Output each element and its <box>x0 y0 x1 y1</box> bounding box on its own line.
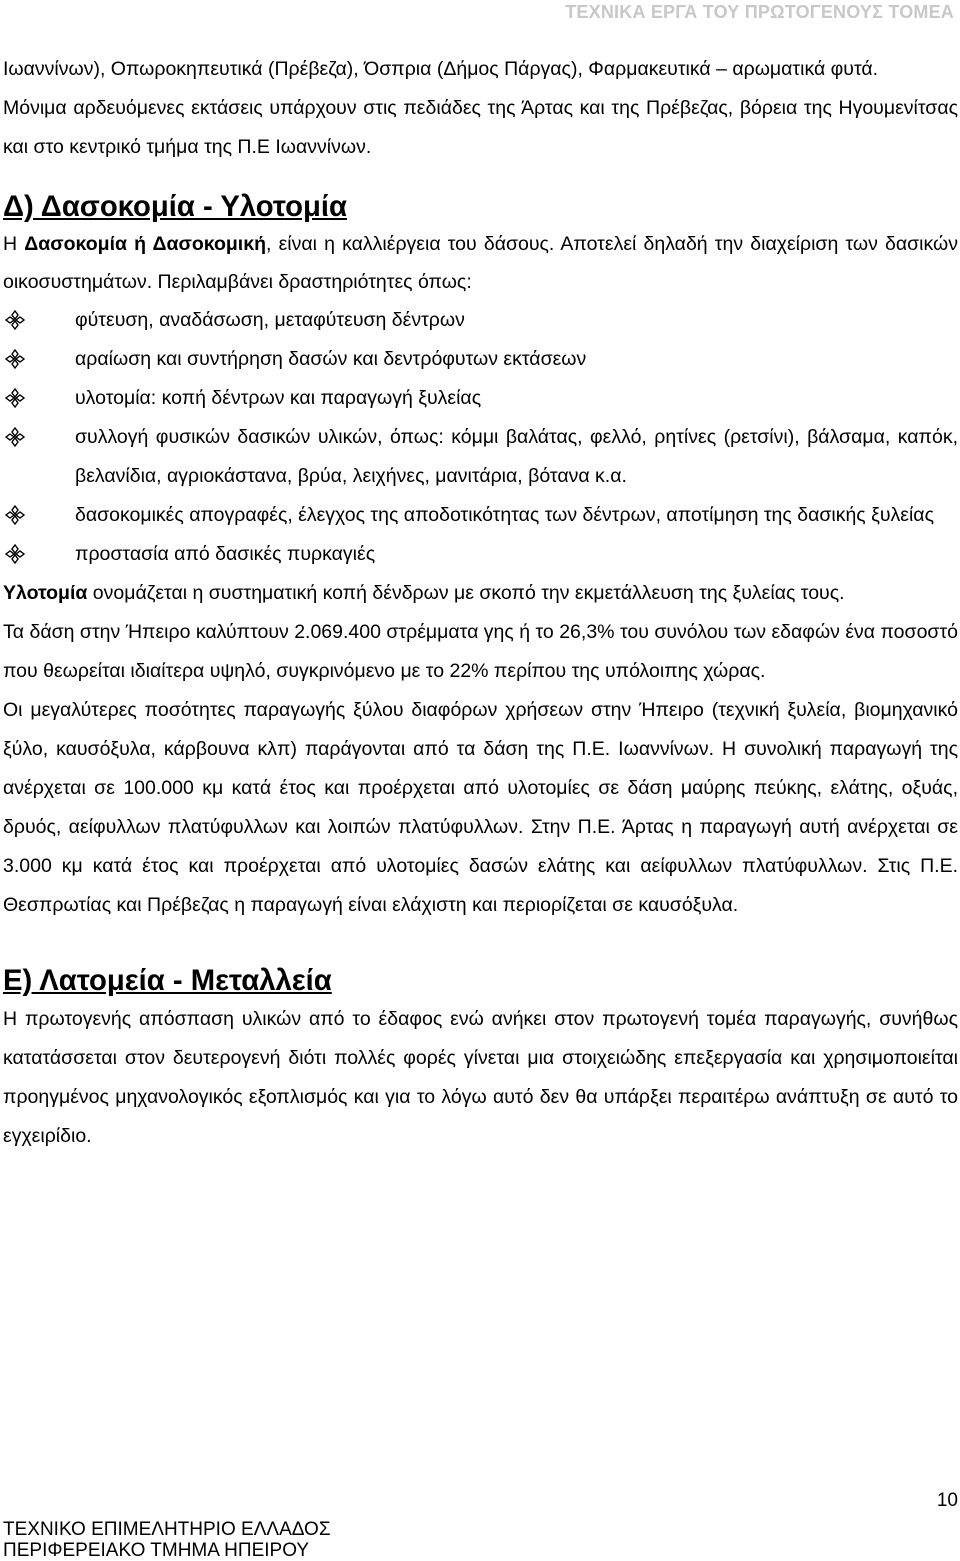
list-item-text: συλλογή φυσικών δασικών υλικών, όπως: κόμμι βαλάτας, φελλό, ρητίνες (ρετσίνι), βάλσαμα, καπόκ, βελανίδια, αγριοκάστανα, βρύα, λειχήνες, μανιτάρια, βότανα κ.α. <box>75 426 958 487</box>
section-d-heading <box>3 189 958 226</box>
running-header: ΤΕΧΝΙΚΑ ΕΡΓΑ ΤΟΥ ΠΡΩΤΟΓΕΝΟΥΣ ΤΟΜΕΑ <box>565 2 954 22</box>
production-paragraph: Οι μεγαλύτερες ποσότητες παραγωγής ξύλου διαφόρων χρήσεων στην Ήπειρο (τεχνική ξυλεία, βιομηχανικό ξύλο, καυσόξυλα, κάρβουνα κλπ) παράγονται από τα δάση της Π.Ε. Ιωαννίνων. Η συνολική παραγωγή της ανέρχεται σε 100.000 κμ κατά έτος και προέρχεται από υλοτομίες σε δάση μαύρης πεύκης, ελάτης, οξυάς, δρυός, αείφυλλων πλατύφυλλων και λοιπών πλατύφυλλων. Στην Π.Ε. Άρτας η παραγωγή αυτή ανέρχεται σε 3.000 κμ κατά έτος και προέρχεται από υλοτομίες δασών ελάτης και αείφυλλων πλατύφυλλων. Στις Π.Ε. Θεσπρωτίας και Πρέβεζας η παραγωγή είναι ελάχιστη και περιορίζεται σε καυσόξυλα. <box>3 699 958 916</box>
diamond-bullet-icon <box>5 505 25 525</box>
activities-list <box>3 301 958 574</box>
spacer <box>3 167 958 189</box>
section-e-paragraph: Η πρωτογενής απόσπαση υλικών από το έδαφος ενώ ανήκει στον πρωτογενή τομέα παραγωγής, συνήθως κατατάσσεται στον δευτερογενή διότι πολλές φορές γίνεται μια στοιχειώδης επεξεργασία και χρησιμοποιείται προηγμένος μηχανολογικός εξοπλισμός και για το λόγω αυτό δεν θα υπάρξει περαιτέρω ανάπτυξη σε αυτό το εγχειρίδιο. <box>3 1008 958 1147</box>
section-d-heading-text: Δ) Δασοκομία - Υλοτομία <box>3 191 347 223</box>
diamond-bullet-icon <box>5 388 25 408</box>
intro-rest: , είναι η καλλιέργεια του δάσους. Αποτελεί δηλαδή την διαχείριση των δασικών οικοσυστημάτων. Περιλαμβάνει δραστηριότητες όπως: <box>3 233 958 293</box>
diamond-bullet-icon <box>5 427 25 447</box>
list-item-text: δασοκομικές απογραφές, έλεγχος της αποδοτικότητας των δέντρων, αποτίμηση της δασικής ξυλείας <box>75 504 934 526</box>
ylotomia-term: Υλοτομία <box>3 582 88 604</box>
diamond-bullet-icon <box>5 349 25 369</box>
intro-prefix: Η <box>3 233 25 255</box>
spacer <box>3 925 958 963</box>
ylotomia-definition <box>3 574 958 613</box>
section-e-heading <box>3 963 958 1000</box>
footer-line-1: ΤΕΧΝΙΚΟ ΕΠΙΜΕΛΗΤΗΡΙΟ ΕΛΛΑΔΟΣ <box>3 1519 331 1540</box>
intro-paragraph-2: Μόνιμα αρδευόμενες εκτάσεις υπάρχουν στις πεδιάδες της Άρτας και της Πρέβεζας, βόρεια της Ηγουμενίτσας και στο κεντρικό τμήμα της Π.Ε Ιωαννίνων. <box>3 97 958 158</box>
section-d-intro <box>3 226 958 301</box>
intro-bold-term: Δασοκομία ή Δασοκομική <box>24 233 267 255</box>
footer-line-2: ΠΕΡΙΦΕΡΕΙΑΚΟ ΤΜΗΜΑ ΗΠΕΙΡΟΥ <box>3 1540 310 1561</box>
footer <box>3 1519 331 1561</box>
list-item <box>3 496 958 535</box>
page-body <box>3 50 958 1156</box>
section-e-heading-text: Ε) Λατομεία - Μεταλλεία <box>3 965 332 997</box>
list-item <box>3 379 958 418</box>
ylotomia-rest: ονομάζεται η συστηματική κοπή δένδρων με σκοπό την εκμετάλλευση της ξυλείας τους. <box>87 582 845 604</box>
list-item-text: προστασία από δασικές πυρκαγιές <box>75 543 376 565</box>
list-item <box>3 535 958 574</box>
list-item <box>3 340 958 379</box>
list-item-text: φύτευση, αναδάσωση, μεταφύτευση δέντρων <box>75 309 465 331</box>
list-item-text: υλοτομία: κοπή δέντρων και παραγωγή ξυλείας <box>75 387 482 409</box>
list-item-text: αραίωση και συντήρηση δασών και δεντρόφυτων εκτάσεων <box>75 348 587 370</box>
list-item <box>3 418 958 496</box>
intro-paragraph-1: Ιωαννίνων), Οπωροκηπευτικά (Πρέβεζα), Όσπρια (Δήμος Πάργας), Φαρμακευτικά – αρωματικά φυτά. <box>3 58 879 80</box>
diamond-bullet-icon <box>5 544 25 564</box>
page-number: 10 <box>936 1490 958 1511</box>
forests-paragraph: Τα δάση στην Ήπειρο καλύπτουν 2.069.400 στρέμματα γης ή το 26,3% του συνόλου των εδαφών ένα ποσοστό που θεωρείται ιδιαίτερα υψηλό, συγκρινόμενο με το 22% περίπου της υπόλοιπης χώρας. <box>3 621 958 682</box>
diamond-bullet-icon <box>5 310 25 330</box>
list-item <box>3 301 958 340</box>
